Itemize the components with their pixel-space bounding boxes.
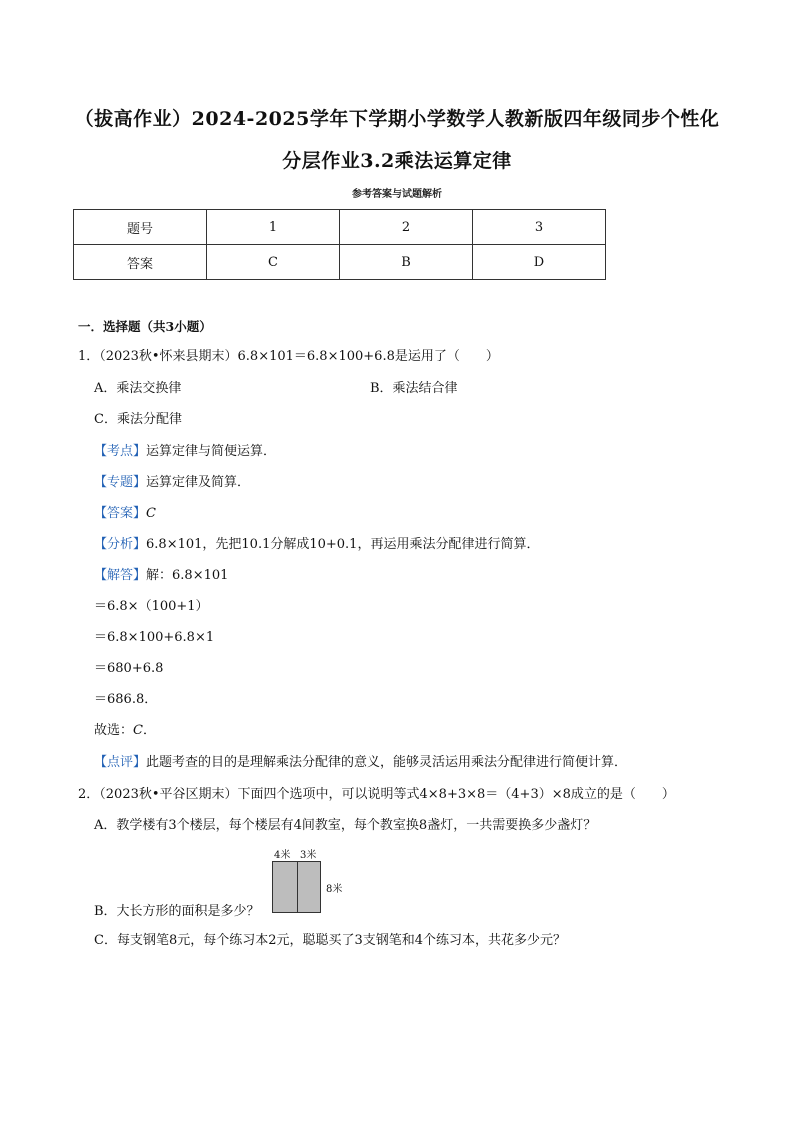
dianping-text: 此题考查的目的是理解乘法分配律的意义，能够灵活运用乘法分配律进行简便计算．	[146, 755, 628, 770]
table-cell: 3	[473, 210, 606, 245]
q2-option-b: B．大长方形的面积是多少？	[94, 904, 260, 919]
q1-fenxi	[94, 536, 539, 554]
q1-step4: ＝686.8．	[94, 692, 158, 707]
rectangle-part-a	[272, 861, 298, 913]
q1-option-b: B．乘法结合律	[370, 381, 458, 396]
table-cell: 2	[340, 210, 473, 245]
diagram-label-height: 8米	[326, 884, 343, 895]
q2-option-c: C．每支钢笔8元，每个练习本2元，聪聪买了3支钢笔和4个练习本，共花多少元？	[94, 933, 567, 948]
q1-option-a: A．乘法交换律	[94, 381, 182, 396]
table-cell: C	[207, 245, 340, 280]
q1-stem: 1．（2023秋•怀来县期末）6.8×101＝6.8×100+6.8是运用了（ ）	[78, 349, 499, 364]
q1-step2: ＝6.8×100+6.8×1	[94, 630, 215, 645]
q1-step3: ＝680+6.8	[94, 661, 164, 676]
q1-zhuanti	[94, 474, 250, 492]
fenxi-tag: 【分析】	[94, 537, 147, 552]
jieda-tag: 【解答】	[94, 568, 147, 583]
rectangle-diagram	[272, 846, 352, 916]
zhuanti-text: 运算定律及简算．	[146, 475, 251, 490]
table-cell: B	[340, 245, 473, 280]
q1-kaodian	[94, 443, 276, 461]
daan-text: C	[146, 506, 156, 521]
page-title-line1: （拔高作业）2024-2025学年下学期小学数学人教新版四年级同步个性化	[74, 108, 720, 130]
table-cell: 1	[207, 210, 340, 245]
choose-answer: C	[133, 723, 143, 738]
zhuanti-tag: 【专题】	[94, 475, 147, 490]
answer-table	[73, 209, 606, 280]
q2-stem: 2．（2023秋•平谷区期末）下面四个选项中，可以说明等式4×8+3×8＝（4+3）×8成立的是（ ）	[78, 787, 675, 802]
table-row	[74, 245, 606, 280]
daan-tag: 【答案】	[94, 506, 147, 521]
q2-option-a: A．教学楼有3个楼层，每个楼层有4间教室，每个教室换8盏灯，一共需要换多少盏灯？	[94, 818, 597, 833]
choose-suffix: ．	[142, 723, 156, 738]
q1-daan	[94, 505, 156, 523]
section-heading: 一．选择题（共3小题）	[78, 319, 212, 334]
page-title-line2: 分层作业3.2乘法运算定律	[282, 150, 512, 172]
q1-step1: ＝6.8×（100+1）	[94, 599, 209, 614]
q1-dianping	[94, 754, 627, 772]
q1-choose	[94, 722, 156, 740]
answers-subtitle: 参考答案与试题解析	[352, 189, 442, 200]
kaodian-tag: 【考点】	[94, 444, 147, 459]
rectangle-part-b	[297, 861, 321, 913]
table-cell-header: 题号	[74, 210, 207, 245]
diagram-label-width-b: 3米	[300, 850, 317, 861]
dianping-tag: 【点评】	[94, 755, 147, 770]
table-row	[74, 210, 606, 245]
diagram-label-width-a: 4米	[274, 850, 291, 861]
kaodian-text: 运算定律与简便运算．	[146, 444, 277, 459]
jieda-text: 解：6.8×101	[146, 568, 229, 583]
q1-option-c: C．乘法分配律	[94, 412, 182, 427]
table-cell: D	[473, 245, 606, 280]
table-cell-header: 答案	[74, 245, 207, 280]
fenxi-text: 6.8×101，先把10.1分解成10+0.1，再运用乘法分配律进行简算．	[146, 537, 540, 552]
q1-jieda	[94, 567, 228, 585]
choose-prefix: 故选：	[94, 723, 134, 738]
